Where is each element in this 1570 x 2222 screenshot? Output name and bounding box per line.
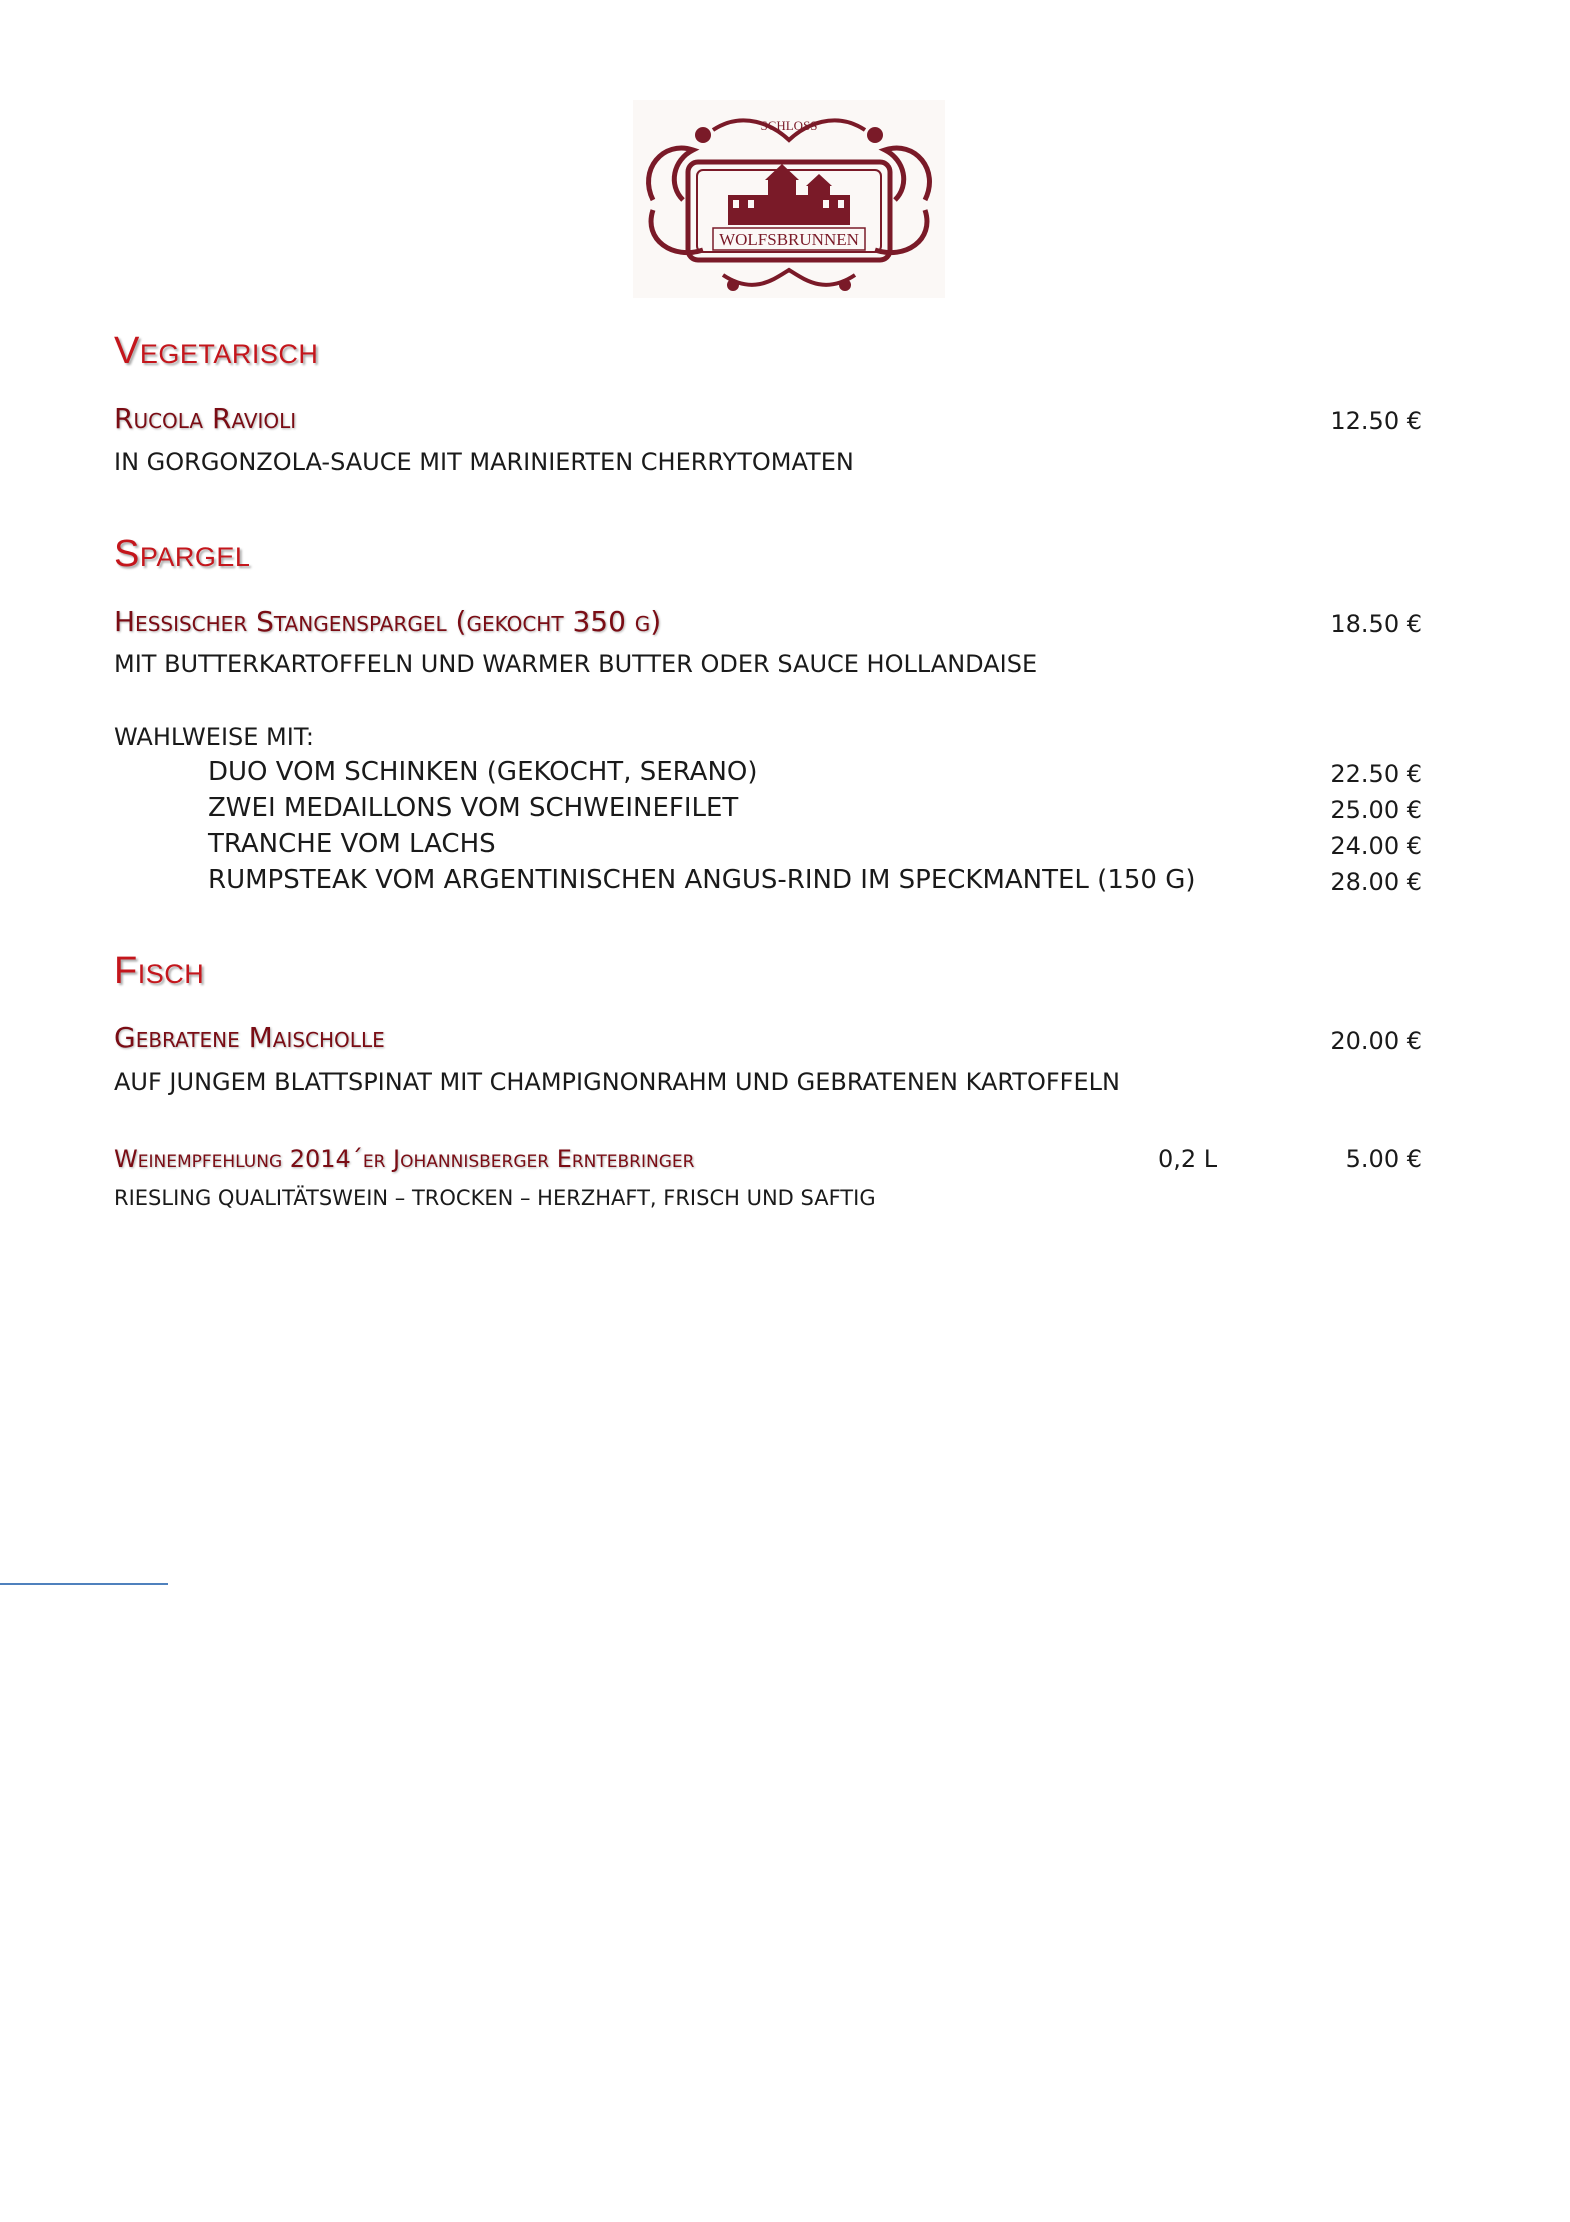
- wine-price: 5.00 €: [1345, 1145, 1422, 1173]
- dish-price-rucola-ravioli: 12.50 €: [1330, 407, 1422, 435]
- wine-recommendation-title: Weinempfehlung 2014´er Johannisberger Erntebringer: [114, 1145, 695, 1173]
- schloss-wolfsbrunnen-logo: [633, 100, 945, 298]
- option-name: RUMPSTEAK VOM ARGENTINISCHEN ANGUS-RIND IM SPECKMANTEL (150 G): [208, 865, 1196, 895]
- section-title-spargel: Spargel: [114, 533, 251, 575]
- wine-volume: 0,2 L: [1158, 1145, 1218, 1173]
- dish-price-stangenspargel: 18.50 €: [1330, 610, 1422, 638]
- options-label: WAHLWEISE MIT:: [114, 723, 314, 751]
- dish-desc-rucola-ravioli: IN GORGONZOLA-SAUCE MIT MARINIERTEN CHERRYTOMATEN: [114, 448, 854, 476]
- option-price: 24.00 €: [1330, 832, 1422, 860]
- option-price: 25.00 €: [1330, 796, 1422, 824]
- dish-name-rucola-ravioli: Rucola Ravioli: [114, 402, 297, 435]
- option-name: DUO VOM SCHINKEN (GEKOCHT, SERANO): [208, 757, 758, 787]
- dish-price-maischolle: 20.00 €: [1330, 1027, 1422, 1055]
- dish-name-stangenspargel: Hessischer Stangenspargel (gekocht 350 g): [114, 605, 662, 638]
- option-price: 22.50 €: [1330, 760, 1422, 788]
- divider-line: [0, 1583, 168, 1585]
- logo-name: WOLFSBRUNNEN: [719, 230, 859, 249]
- section-title-fisch: Fisch: [114, 950, 205, 992]
- option-name: TRANCHE VOM LACHS: [208, 829, 496, 859]
- logo-top-text: SCHLOSS: [760, 118, 818, 133]
- option-price: 28.00 €: [1330, 868, 1422, 896]
- section-title-vegetarisch: Vegetarisch: [114, 330, 319, 372]
- option-name: ZWEI MEDAILLONS VOM SCHWEINEFILET: [208, 793, 739, 823]
- dish-desc-maischolle: AUF JUNGEM BLATTSPINAT MIT CHAMPIGNONRAHM UND GEBRATENEN KARTOFFELN: [114, 1068, 1120, 1096]
- wine-desc: RIESLING QUALITÄTSWEIN – TROCKEN – HERZHAFT, FRISCH UND SAFTIG: [114, 1186, 876, 1210]
- dish-name-maischolle: Gebratene Maischolle: [114, 1021, 385, 1054]
- dish-desc-stangenspargel: MIT BUTTERKARTOFFELN UND WARMER BUTTER ODER SAUCE HOLLANDAISE: [114, 650, 1038, 678]
